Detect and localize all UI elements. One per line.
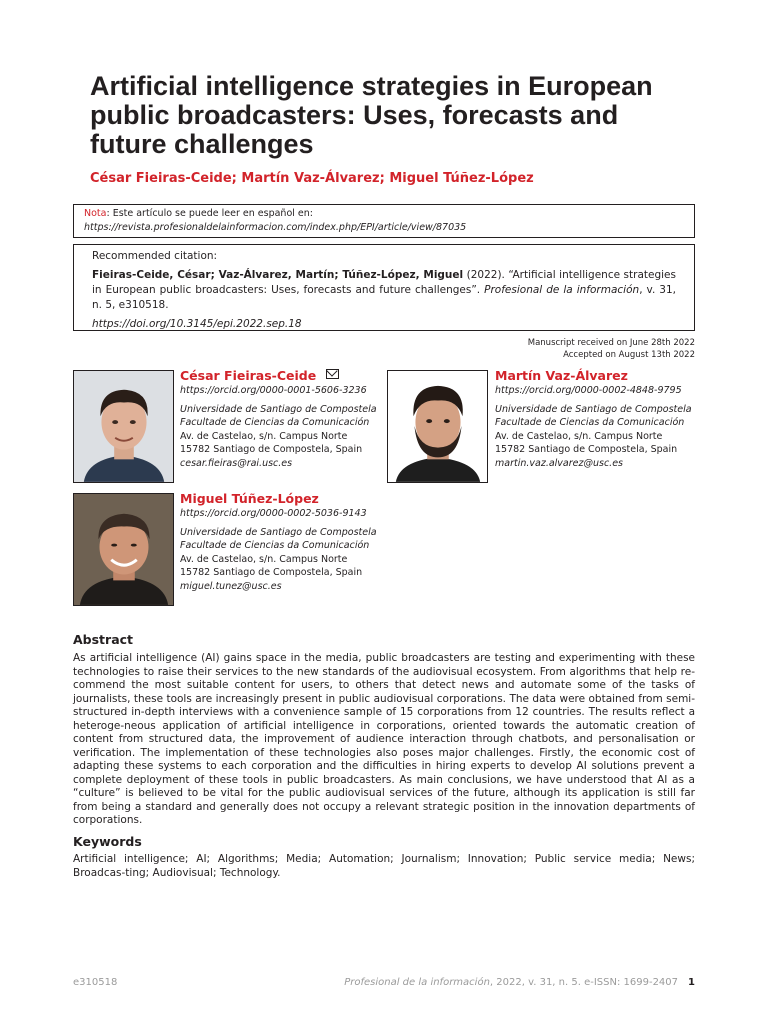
portrait-image bbox=[388, 371, 487, 482]
author-name: Miguel Túñez-López bbox=[180, 491, 319, 506]
page-number: 1 bbox=[688, 977, 695, 988]
author-email-link[interactable]: martin.vaz.alvarez@usc.es bbox=[495, 457, 623, 469]
citation-title: (2022). “Artificial intelligence strategies in European public broadcasters: Uses, forecasts and future challenges”. bbox=[92, 269, 676, 296]
author-city: 15782 Santiago de Compostela, Spain bbox=[495, 444, 678, 455]
manuscript-dates bbox=[528, 337, 695, 361]
recommended-citation bbox=[73, 244, 695, 331]
author-email-link[interactable]: cesar.fieiras@rai.usc.es bbox=[180, 457, 293, 469]
note-label: Nota bbox=[84, 208, 107, 219]
abstract-text: As artificial intelligence (AI) gains space in the media, public broadcasters are testing and experimenting with these technologies to raise their services to the new standards of the audiovisual ecosystem. From algorithms that help re-commend the most suitable content for users, to others that detect news and automate some of the tasks of journalists, these tools are increasingly present in public audiovisual corporations. The data were obtained from semi-structured in-depth interviews with a convenience sample of 15 corporations from 12 countries. The results reflect a heteroge-neous application of artificial intelligence in corporations, oriented towards the automatic creation of content from structured data, the improvement of audience interaction through chatbots, and personalisation or verification. The implementation of these technologies also poses major challenges. Firstly, the economic cost of adapting these systems to each corporation and the difficulties in hiring experts to develop AI solutions prevent a complete deployment of these tools in public broadcasters. As main conclusions, we have understood that AI as a “culture” is believed to be vital for the public audiovisual services of the future, although its application is still far from being a standard and generally does not occupy a relevant strategic position in the innovation departments of corporations. bbox=[73, 652, 695, 826]
author-orcid-link[interactable]: https://orcid.org/0000-0002-4848-9795 bbox=[495, 385, 682, 396]
author-photo-vaz bbox=[387, 370, 488, 483]
footer-journal-info bbox=[344, 977, 695, 988]
author-faculty: Facultade de Ciencias da Comunicación bbox=[180, 417, 370, 428]
note-url-link[interactable]: https://revista.profesionaldelainformacion.com/index.php/EPI/article/view/87035 bbox=[84, 222, 467, 233]
abstract-heading: Abstract bbox=[73, 632, 134, 647]
footer-article-id: e310518 bbox=[73, 977, 118, 988]
citation-volume: , v. 31, n. 5, e310518. bbox=[92, 284, 676, 311]
keywords-text: Artificial intelligence; AI; Algorithms; Media; Automation; Journalism; Innovation; Public service media; News; Broadcas-ting; Audiovisual; Technology. bbox=[73, 853, 695, 879]
author-info-vaz bbox=[495, 367, 692, 470]
note-text: : Este artículo se puede leer en español en: bbox=[106, 208, 313, 219]
footer-meta: , 2022, v. 31, n. 5. e-ISSN: 1699-2407 bbox=[489, 977, 679, 988]
envelope-icon bbox=[326, 369, 339, 379]
authors-line: César Fieiras-Ceide; Martín Vaz-Álvarez; Miguel Túñez-López bbox=[90, 171, 534, 186]
author-orcid-link[interactable]: https://orcid.org/0000-0001-5606-3236 bbox=[180, 385, 367, 396]
portrait-image bbox=[74, 494, 173, 605]
author-university: Universidade de Santiago de Compostela bbox=[180, 403, 377, 415]
author-info-tunez bbox=[180, 490, 377, 593]
citation-body bbox=[92, 269, 676, 311]
author-university: Universidade de Santiago de Compostela bbox=[495, 403, 692, 415]
citation-authors: Fieiras-Ceide, César; Vaz-Álvarez, Martín; Túñez-López, Miguel bbox=[92, 269, 464, 281]
author-city: 15782 Santiago de Compostela, Spain bbox=[180, 444, 363, 455]
author-name: César Fieiras-Ceide bbox=[180, 367, 377, 384]
author-info-fieiras bbox=[180, 367, 377, 470]
footer-journal: Profesional de la información bbox=[344, 977, 490, 988]
author-email-link[interactable]: miguel.tunez@usc.es bbox=[180, 580, 282, 592]
author-street: Av. de Castelao, s/n. Campus Norte bbox=[180, 553, 348, 565]
author-photo-tunez bbox=[73, 493, 174, 606]
keywords-heading: Keywords bbox=[73, 834, 142, 849]
author-street: Av. de Castelao, s/n. Campus Norte bbox=[495, 430, 663, 442]
author-city: 15782 Santiago de Compostela, Spain bbox=[180, 567, 363, 578]
author-street: Av. de Castelao, s/n. Campus Norte bbox=[180, 430, 348, 442]
citation-journal: Profesional de la información bbox=[484, 284, 640, 296]
translation-note bbox=[73, 204, 695, 238]
author-faculty: Facultade de Ciencias da Comunicación bbox=[495, 417, 685, 428]
received-date: Manuscript received on June 28th 2022 bbox=[527, 338, 695, 348]
author-name: Martín Vaz-Álvarez bbox=[495, 368, 628, 383]
citation-label: Recommended citation: bbox=[92, 250, 218, 262]
article-title: Artificial intelligence strategies in European public broadcasters: Uses, forecasts and future challenges bbox=[90, 71, 653, 159]
accepted-date: Accepted on August 13th 2022 bbox=[563, 350, 695, 360]
author-photo-fieiras bbox=[73, 370, 174, 483]
citation-doi-link[interactable]: https://doi.org/10.3145/epi.2022.sep.18 bbox=[92, 318, 302, 330]
author-orcid-link[interactable]: https://orcid.org/0000-0002-5036-9143 bbox=[180, 508, 367, 519]
author-university: Universidade de Santiago de Compostela bbox=[180, 526, 377, 538]
author-faculty: Facultade de Ciencias da Comunicación bbox=[180, 540, 370, 551]
portrait-image bbox=[74, 371, 173, 482]
